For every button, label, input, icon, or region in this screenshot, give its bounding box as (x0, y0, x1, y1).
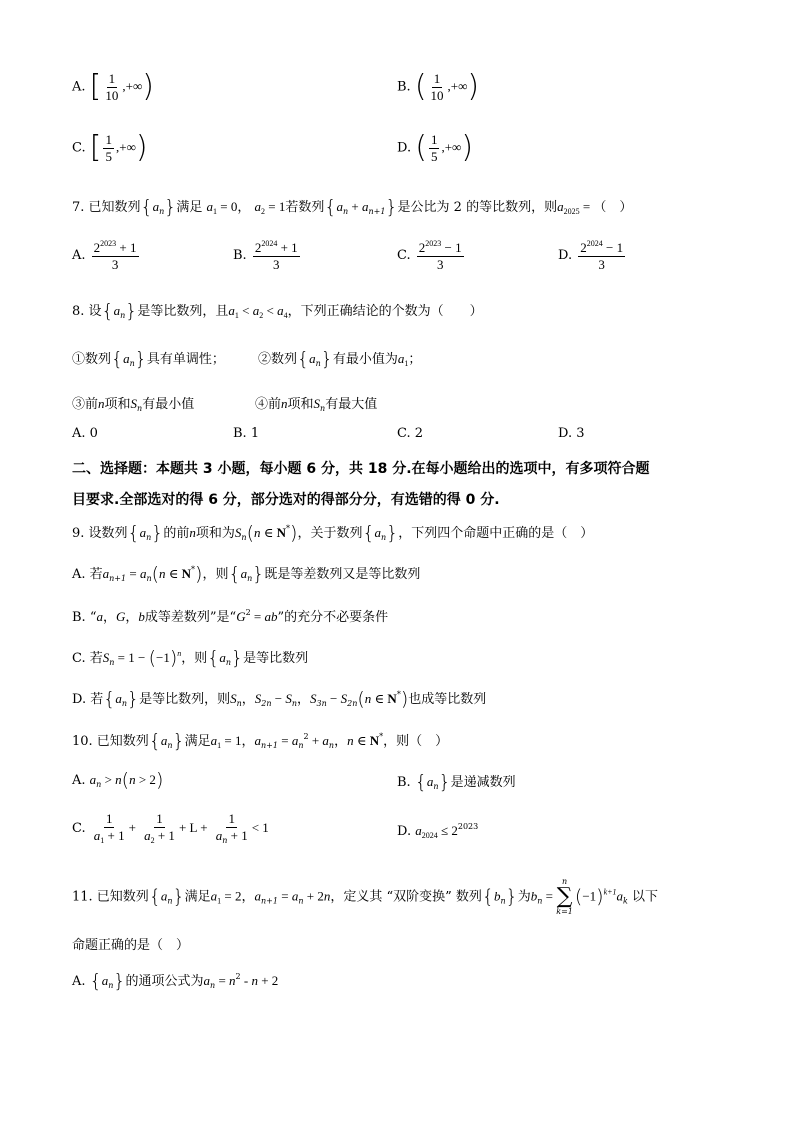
q6-option-c[interactable]: C. [ $\frac{1}{5}$ ,+∞) (72, 130, 148, 166)
q7-stem: 7. 已知数列$\{a_n\}$满足 $a_1 = 0$， $a_2 = 1$若数列$\{a_n + a_{n+1}\}$是公比为 2 的等比数列，则$a_{2025}$ = （ ） (72, 196, 633, 218)
q8-option-a[interactable]: A. 0 (72, 426, 98, 441)
q8-option-b[interactable]: B. 1 (233, 426, 260, 441)
q9-option-b[interactable]: B. “a，G，b成等差数列”是“$G^2$ = ab”的充分不必要条件 (72, 608, 389, 625)
q11-stem-line-2: 命题正确的是（ ） (72, 938, 190, 953)
q8-option-c[interactable]: C. 2 (397, 426, 424, 441)
q8-option-d[interactable]: D. 3 (558, 426, 585, 441)
q11-option-a[interactable]: A. $\{a_n\}$的通项公式为$a_n = n^2 - n + 2$ (72, 970, 279, 992)
q6-option-a[interactable]: A. [ $\frac{1}{10}$ ,+∞) (72, 69, 154, 105)
q10-stem: 10. 已知数列$\{a_n\}$满足$a_1 = 1$，$a_{n+1} = a_n^2 + a_n$，n ∈ N*，则（ ） (72, 730, 449, 752)
q9-option-d[interactable]: D. 若$\{a_n\}$是等比数列，则$S_n$，$S_{2n} - S_n$，$S_{3n} - S_{2n}(n$ ∈ N*)也成等比数列 (72, 688, 487, 710)
q7-option-c[interactable]: C. $\frac{2^{2023} - 1}{3}$ (397, 239, 462, 272)
q6-option-b[interactable]: B. ( $\frac{1}{10}$ ,+∞) (397, 69, 480, 105)
q10-option-b[interactable]: B. $\{a_n\}$是递减数列 (397, 771, 516, 793)
q11-stem: 11. 已知数列$\{a_n\}$满足$a_1 = 2$，$a_{n+1} = a_n + 2n$，定义其 “双阶变换” 数列$\{b_n\}$为$b_n$ = n ∑ k=1 $(-1)^{k+1}a_k$ 以下 (72, 877, 659, 916)
q8-statement-2: ②数列$\{a_n\}$有最小值为$a_1$； (258, 348, 422, 370)
section-2-heading-line-1: 二、选择题：本题共 3 小题，每小题 6 分，共 18 分.在每小题给出的选项中，有多项符合题 (72, 461, 650, 477)
q10-option-d[interactable]: D. $a_{2024} \le 2^{2023}$ (397, 822, 479, 840)
q7-option-b[interactable]: B. $\frac{2^{2024} + 1}{3}$ (233, 239, 298, 272)
q6-option-d[interactable]: D. ( $\frac{1}{5}$ ,+∞) (397, 130, 474, 166)
q8-stem: 8. 设$\{a_n\}$是等比数列，且$a_1 < a_2 < a_4$，下列正确结论的个数为（ ） (72, 300, 483, 322)
q10-option-a[interactable]: A. $a_n > n(n > 2)$ (72, 769, 164, 791)
q9-stem: 9. 设数列$\{a_n\}$的前n项和为$S_n(n$ ∈ N*)，关于数列$\{a_n\}$，下列四个命题中正确的是（ ） (72, 522, 594, 544)
q8-statement-1: ①数列$\{a_n\}$具有单调性； (72, 348, 225, 370)
q8-statement-3: ③前n项和$S_n$有最小值 (72, 396, 195, 413)
q7-option-d[interactable]: D. $\frac{2^{2024} - 1}{3}$ (558, 239, 624, 272)
q10-option-c[interactable]: C. $\frac{1}{a_1 + 1}$ + $\frac{1}{a_2 + 1}$ + L + $\frac{1}{a_n + 1}$ < 1 (72, 811, 269, 845)
section-2-heading-line-2: 目要求.全部选对的得 6 分，部分选对的得部分分，有选错的得 0 分. (72, 492, 500, 508)
q9-option-c[interactable]: C. 若$S_n = 1 - (-1)^n$，则$\{a_n\}$是等比数列 (72, 647, 309, 669)
q9-option-a[interactable]: A. 若$a_{n+1} = a_n(n$ ∈ N*)，则$\{a_n\}$既是等差数列又是等比数列 (72, 563, 421, 585)
q7-option-a[interactable]: A. $\frac{2^{2023} + 1}{3}$ (72, 239, 137, 272)
q8-statement-4: ④前n项和$S_n$有最大值 (255, 396, 378, 413)
